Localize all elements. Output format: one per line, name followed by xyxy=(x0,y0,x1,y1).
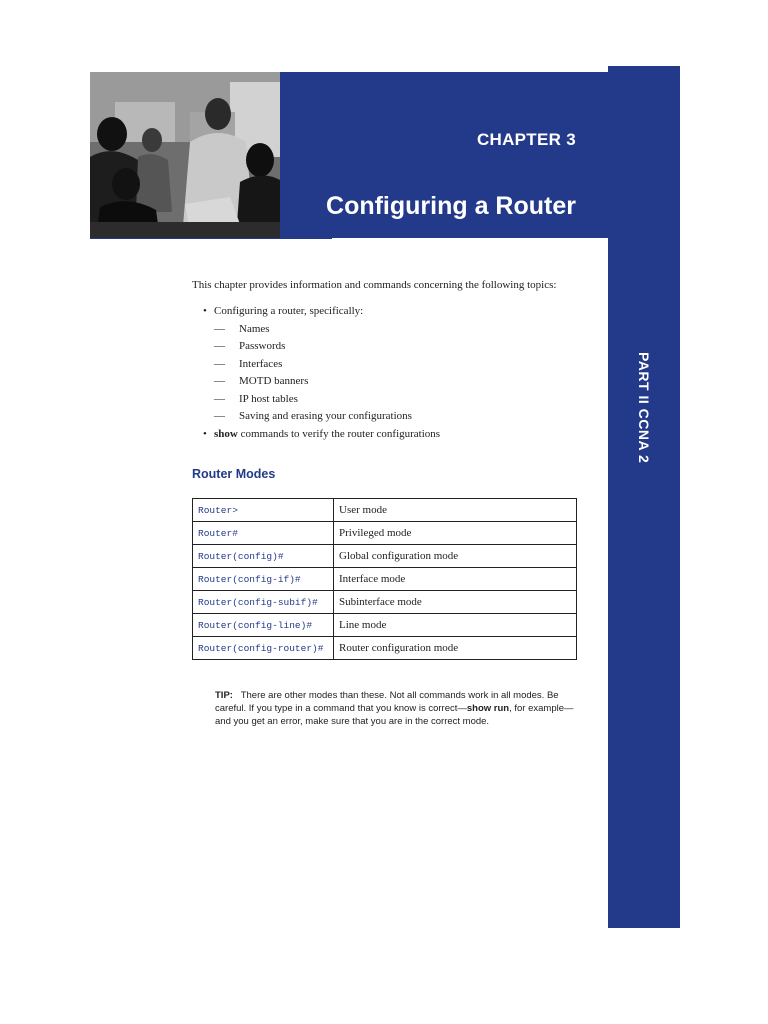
table-row xyxy=(193,614,577,637)
mode-prompt: Router> xyxy=(193,499,334,522)
topic-item xyxy=(192,426,592,444)
mode-description: Global configuration mode xyxy=(334,545,577,568)
intro-section xyxy=(192,279,592,443)
router-modes-heading: Router Modes xyxy=(192,467,276,481)
table-row xyxy=(193,522,577,545)
chapter-photo xyxy=(90,72,280,238)
tip-label: TIP: xyxy=(215,690,233,701)
tip-command: show run xyxy=(466,703,510,714)
table-row xyxy=(193,545,577,568)
mode-prompt: Router(config-line)# xyxy=(193,614,334,637)
show-keyword: show xyxy=(214,427,238,440)
topic-item xyxy=(192,303,592,426)
mode-description: Line mode xyxy=(334,614,577,637)
topic-text: commands to verify the router configurations xyxy=(237,427,441,440)
tip-note xyxy=(215,689,577,728)
intro-text: This chapter provides information and commands concerning the following topics: xyxy=(192,279,557,291)
topic-text: Configuring a router, specifically: xyxy=(214,305,364,317)
table-row xyxy=(193,568,577,591)
chapter-header-band xyxy=(280,72,610,238)
router-modes-table xyxy=(192,498,577,660)
chapter-title: Configuring a Router xyxy=(326,192,576,220)
mode-description: Router configuration mode xyxy=(334,637,577,660)
subtopic-item: — Interfaces xyxy=(214,356,592,374)
mode-prompt: Router# xyxy=(193,522,334,545)
part-side-tab-label: PART II CCNA 2 xyxy=(636,352,652,464)
table-row xyxy=(193,637,577,660)
part-side-tab xyxy=(608,66,680,928)
mode-prompt: Router(config-subif)# xyxy=(193,591,334,614)
subtopic-item: — Passwords xyxy=(214,338,592,356)
mode-prompt: Router(config)# xyxy=(193,545,334,568)
header-divider xyxy=(90,238,332,239)
subtopic-item: — MOTD banners xyxy=(214,373,592,391)
mode-description: Interface mode xyxy=(334,568,577,591)
tip-text-end: , for example—and you get an error, make sure that you are in the correct mode. xyxy=(215,703,574,727)
subtopics-list xyxy=(214,321,592,426)
mode-description: Privileged mode xyxy=(334,522,577,545)
mode-prompt: Router(config-router)# xyxy=(193,637,334,660)
people-photo-illustration xyxy=(90,72,280,238)
mode-prompt: Router(config-if)# xyxy=(193,568,334,591)
chapter-number: CHAPTER 3 xyxy=(476,130,576,149)
mode-description: Subinterface mode xyxy=(334,591,577,614)
table-row xyxy=(193,499,577,522)
table-row xyxy=(193,591,577,614)
subtopic-item: — IP host tables xyxy=(214,391,592,409)
subtopic-item: — Saving and erasing your configurations xyxy=(214,408,592,426)
tip-text: There are other modes than these. Not all commands work in all modes. Be careful. If you type in a command that you know is correct— xyxy=(215,690,559,714)
topics-list xyxy=(192,303,592,443)
mode-description: User mode xyxy=(334,499,577,522)
subtopic-item: — Names xyxy=(214,321,592,339)
